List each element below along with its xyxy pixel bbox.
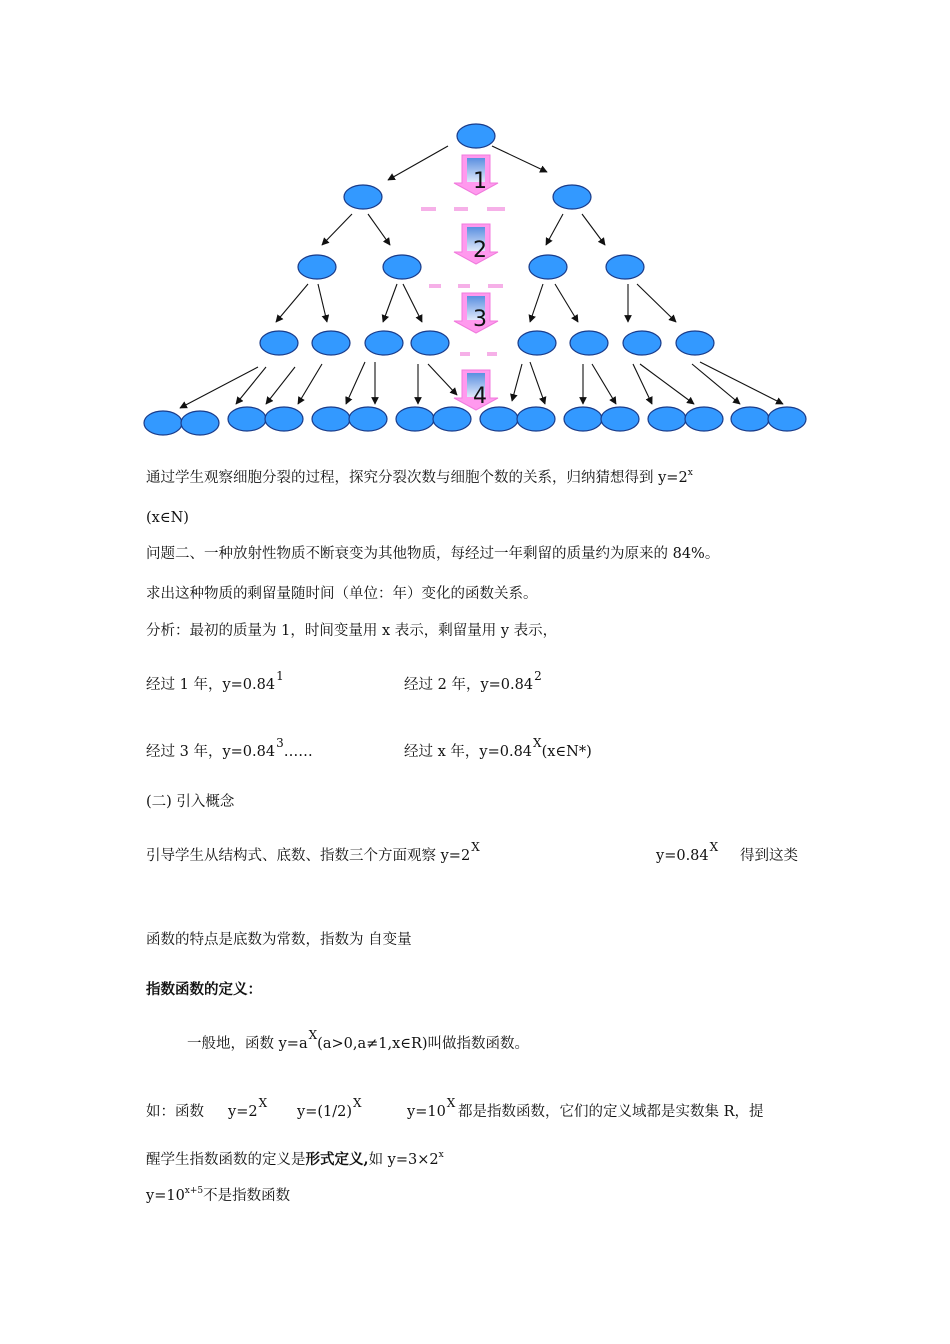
division-arrow	[492, 146, 547, 172]
cell-ellipse-gen-1	[344, 185, 382, 209]
superscript: x	[687, 468, 693, 478]
year-3-formula: 经过 3 年，$y=0.84^3\dots\dots$	[146, 736, 313, 760]
year-1-formula: 经过 1 年，$y=0.84^1$	[146, 669, 284, 693]
division-arrow	[388, 146, 448, 180]
paragraph-domain	[146, 508, 189, 528]
step-number-label: 2	[473, 238, 487, 263]
cell-ellipse-gen-2	[529, 255, 567, 279]
paragraph-text: 求出这种物质的剩留量随时间（单位：年）变化的函数关系。	[146, 586, 538, 602]
example-2: $y=(1/2)^X$	[297, 1096, 362, 1120]
cell-ellipse-gen-2	[606, 255, 644, 279]
superscript: X	[258, 1096, 268, 1110]
superscript: X	[446, 1096, 456, 1110]
cell-ellipse-gen-4	[433, 407, 471, 431]
cell-ellipse-gen-3	[676, 331, 714, 355]
year-2-formula: 经过 2 年，$y=0.84^2$	[404, 669, 542, 693]
superscript: X	[353, 1096, 362, 1110]
division-arrow	[276, 284, 308, 322]
cell-ellipse-gen-4	[396, 407, 434, 431]
superscript: X	[533, 736, 542, 750]
step-arrow-4	[454, 370, 498, 410]
analysis	[146, 621, 557, 641]
cell-ellipse-gen-4	[144, 411, 182, 435]
cell-ellipse-gen-4	[517, 407, 555, 431]
division-arrow	[368, 214, 390, 245]
examples-label: 如：函数	[146, 1104, 204, 1120]
year-x-formula: 经过 x 年，$y=0.84^X(x\in N*)$	[404, 736, 592, 760]
cell-ellipse-gen-4	[265, 407, 303, 431]
division-arrow	[555, 284, 578, 322]
definition-text: 一般地，函数 $y=a^X(a>0,a\ne 1,x\in R)$叫做指数函数。	[187, 1028, 530, 1052]
cell-division-diagram	[0, 0, 950, 450]
step-number-label: 3	[473, 307, 487, 332]
cell-ellipse-gen-3	[411, 331, 449, 355]
superscript: X	[709, 840, 719, 854]
cell-ellipse-gen-4	[564, 407, 602, 431]
cell-ellipse-gen-4	[601, 407, 639, 431]
division-arrow	[298, 364, 322, 404]
formal-definition-note: 醒学生指数函数的定义是形式定义,如 $y=3\times 2^x$	[146, 1150, 444, 1168]
counter-example: $y=10^{x+5}$不是指数函数	[146, 1186, 291, 1204]
division-arrow	[530, 284, 543, 322]
cell-ellipse-gen-0	[457, 124, 495, 148]
division-arrow	[318, 284, 327, 322]
definition-heading: 指数函数的定义：	[146, 981, 262, 998]
division-arrow	[266, 367, 295, 404]
section-heading-concept: (二) 引入概念	[146, 794, 235, 810]
observation-formula: $y=0.84^X$	[656, 840, 719, 864]
cell-ellipse-gen-1	[553, 185, 591, 209]
cell-ellipse-gen-3	[260, 331, 298, 355]
division-arrow	[403, 284, 422, 322]
examples-tail: 都是指数函数，它们的定义域都是实数集 R，提	[458, 1104, 764, 1120]
cell-ellipse-gen-4	[768, 407, 806, 431]
problem-two-question	[146, 584, 538, 604]
step-arrow-3	[454, 293, 498, 333]
step-arrow-2	[454, 224, 498, 264]
example-3: $y=10^X$	[407, 1096, 456, 1120]
division-arrow	[700, 362, 783, 404]
paragraph-text: 分析：最初的质量为 1，时间变量用 x 表示，剩留量用 y 表示，	[146, 623, 558, 639]
cell-ellipse-gen-4	[648, 407, 686, 431]
division-arrow	[322, 214, 352, 245]
superscript: x	[438, 1150, 444, 1160]
cell-ellipse-gen-3	[570, 331, 608, 355]
step-arrows	[454, 155, 498, 410]
cell-ellipse-gen-4	[228, 407, 266, 431]
division-arrow	[346, 362, 365, 404]
cell-ellipse-gen-3	[365, 331, 403, 355]
paragraph-text: 问题二、一种放射性物质不断衰变为其他物质，每经过一年剩留的质量约为原来的 84%。	[146, 546, 720, 562]
division-arrow	[530, 362, 545, 404]
step-number-label: 1	[473, 169, 487, 194]
paragraph-text: (x∈N)	[146, 510, 189, 526]
problem-two	[146, 544, 719, 564]
cell-ellipse-gen-3	[623, 331, 661, 355]
step-number-label: 4	[473, 384, 487, 409]
division-arrow	[546, 214, 563, 245]
cell-ellipse-gen-3	[518, 331, 556, 355]
division-arrow	[640, 364, 694, 404]
feature-text: 函数的特点是底数为常数，指数为 自变量	[146, 932, 412, 948]
division-arrow	[637, 284, 676, 322]
cell-ellipse-gen-3	[312, 331, 350, 355]
division-arrow	[428, 364, 457, 395]
emphasis-text: 形式定义,	[305, 1151, 369, 1168]
observation-tail: 得到这类	[740, 848, 798, 864]
observation-text: 引导学生从结构式、底数、指数三个方面观察 $y=2^X$	[146, 840, 480, 864]
cell-ellipse-gen-4	[181, 411, 219, 435]
division-arrow	[236, 367, 266, 404]
superscript: 2	[534, 669, 542, 683]
cell-ellipse-gen-4	[731, 407, 769, 431]
cell-ellipse-gen-4	[349, 407, 387, 431]
example-1: $y=2^X$	[228, 1096, 268, 1120]
division-arrow	[582, 214, 605, 245]
superscript: X	[471, 840, 480, 854]
cell-ellipse-gen-4	[312, 407, 350, 431]
superscript: X	[308, 1028, 318, 1042]
cell-ellipse-gen-4	[480, 407, 518, 431]
division-arrow	[512, 364, 522, 401]
step-arrow-1	[454, 155, 498, 195]
division-arrow	[383, 284, 397, 322]
cell-ellipse-gen-2	[298, 255, 336, 279]
cell-ellipse-gen-4	[685, 407, 723, 431]
superscript: 3	[276, 736, 284, 750]
division-arrow	[180, 367, 258, 408]
paragraph-cell-division	[146, 468, 693, 490]
superscript: 1	[276, 669, 284, 683]
division-arrow	[633, 364, 652, 404]
superscript: x+5	[184, 1186, 204, 1196]
division-arrow	[592, 364, 616, 404]
cell-ellipse-gen-2	[383, 255, 421, 279]
paragraph-text: 通过学生观察细胞分裂的过程，探究分裂次数与细胞个数的关系，归纳猜想得到 y=2	[146, 470, 688, 486]
